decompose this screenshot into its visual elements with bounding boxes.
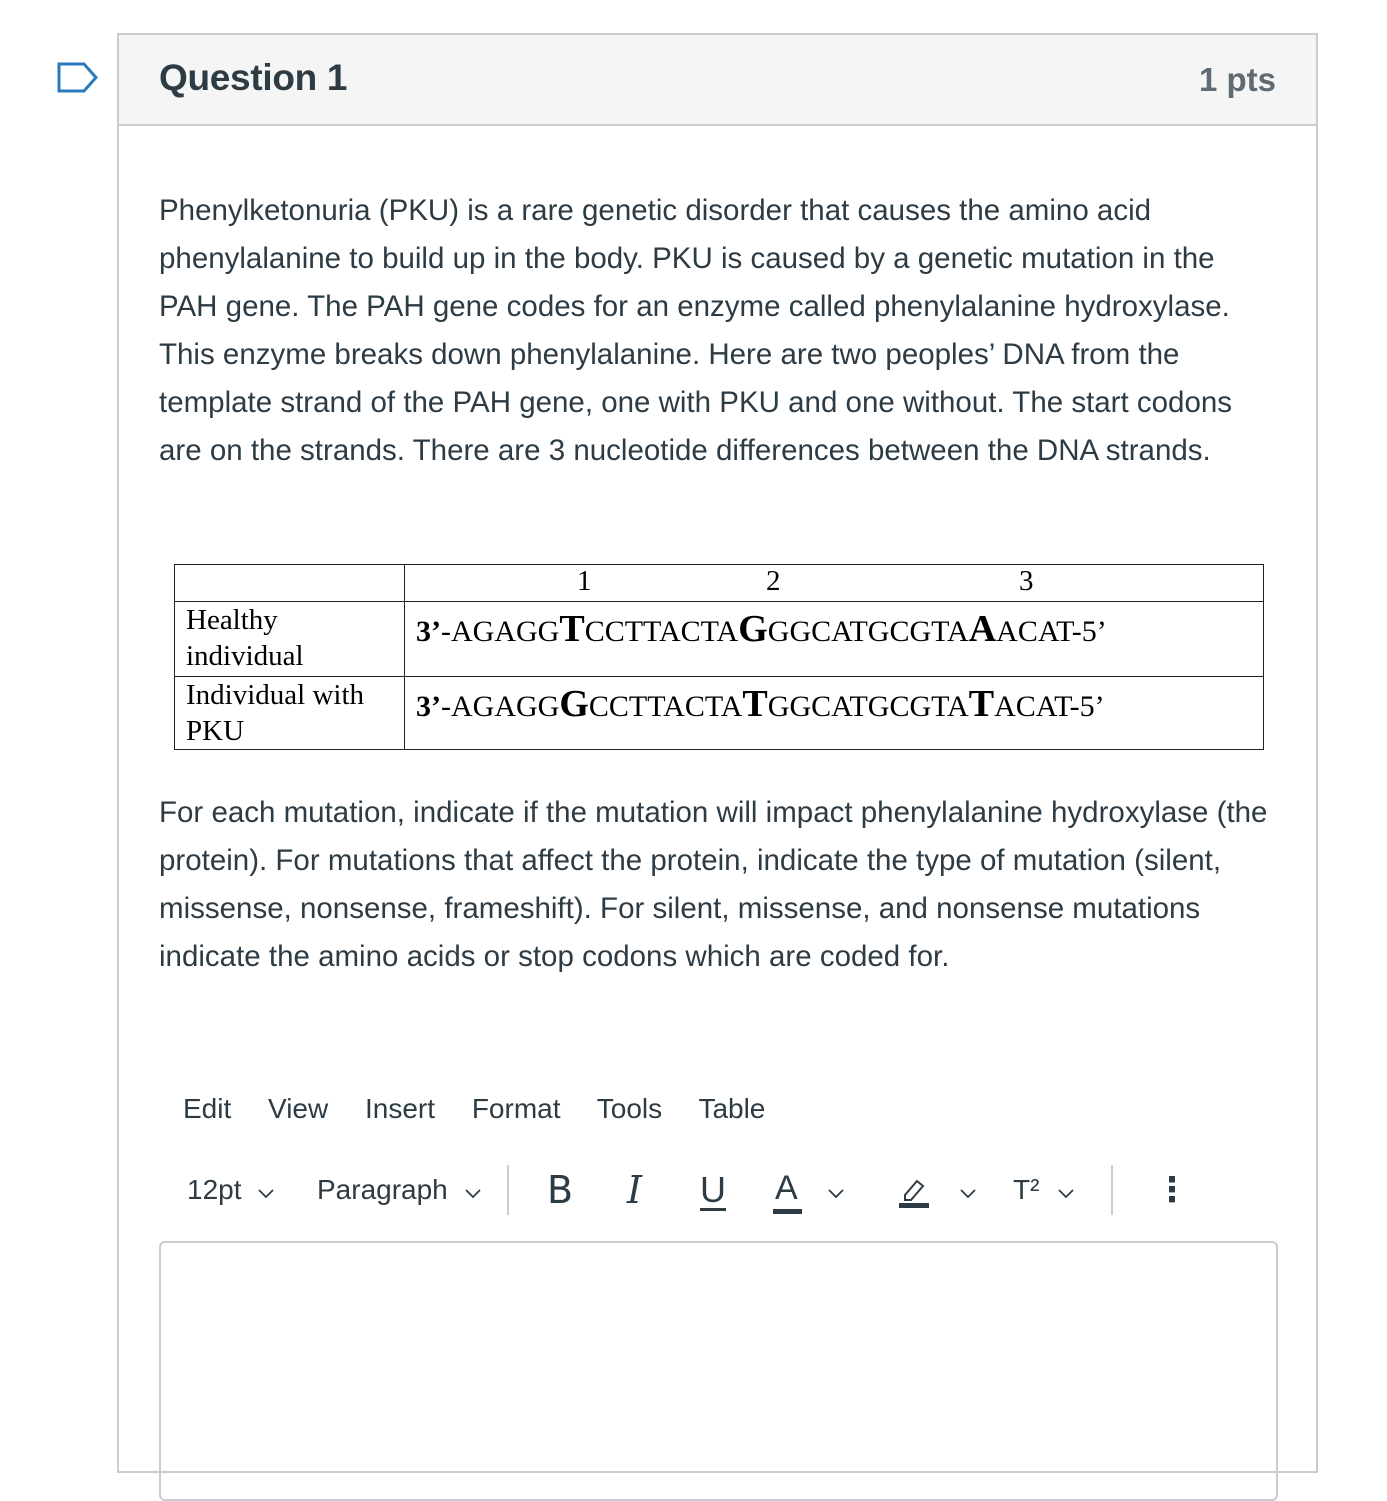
menu-view[interactable]: View — [268, 1093, 329, 1124]
text-color-button[interactable] — [775, 1163, 845, 1217]
chevron-down-icon — [1057, 1187, 1075, 1199]
superscript-glyph: T² — [1013, 1174, 1040, 1205]
mutation-site-2: G — [738, 608, 768, 650]
editor-menubar — [183, 1093, 794, 1125]
highlight-color-button[interactable] — [899, 1163, 977, 1217]
sequence-segment: CCTTACTA — [588, 690, 743, 723]
block-format-value: Paragraph — [317, 1174, 448, 1205]
answer-editor-area[interactable] — [159, 1241, 1278, 1501]
sequence-segment: ACAT-5’ — [994, 690, 1105, 723]
font-size-dropdown[interactable] — [187, 1163, 275, 1217]
question-prompt-intro: Phenylketonuria (PKU) is a rare genetic disorder that causes the amino acid phenylalanine to build up in the body. PKU is caused by a genetic mutation in the PAH gene. The PAH gene codes for an enzyme called phenylalanine hydroxylase. This enzyme breaks down phenylalanine. Here are two peoples’ DNA from the template strand of the PAH gene, one with PKU and one without. The start codons are on the strands. There are 3 nucleotide differences between the DNA strands. — [159, 194, 1233, 467]
position-label: 3 — [1019, 565, 1034, 597]
flag-question-icon[interactable] — [56, 61, 100, 94]
block-format-dropdown[interactable] — [317, 1163, 482, 1217]
question-points: 1 pts — [1198, 61, 1276, 98]
toolbar-divider — [507, 1165, 509, 1215]
mutation-site-3: T — [968, 683, 995, 725]
healthy-dna-sequence — [405, 602, 1264, 677]
sequence-segment: CCTTACTA — [584, 615, 739, 648]
question-title: Question 1 — [159, 57, 348, 98]
table-row — [175, 602, 1264, 677]
mutation-site-1: T — [559, 608, 585, 650]
sequence-segment: -AGAGG — [441, 690, 560, 723]
toolbar-divider — [1111, 1165, 1113, 1215]
chevron-down-icon — [464, 1187, 482, 1199]
position-numbers-cell — [405, 565, 1264, 602]
table-row — [175, 677, 1264, 750]
menu-edit[interactable]: Edit — [183, 1093, 232, 1124]
position-label: 2 — [766, 565, 781, 597]
position-label: 1 — [577, 565, 592, 597]
mutation-site-3: A — [968, 608, 997, 650]
sequence-segment: 3’ — [416, 690, 441, 723]
mutation-site-2: T — [742, 683, 768, 725]
question-card — [117, 33, 1318, 1473]
more-options-button[interactable]: ⋮ — [1155, 1171, 1189, 1209]
mutation-site-1: G — [559, 683, 589, 725]
sequence-segment: GGCATGCGTA — [767, 690, 969, 723]
pku-dna-sequence — [405, 677, 1264, 750]
text-color-icon — [775, 1166, 798, 1210]
menu-tools[interactable]: Tools — [596, 1093, 663, 1124]
italic-button[interactable]: I — [627, 1168, 643, 1212]
table-corner-cell — [175, 565, 405, 602]
menu-format[interactable]: Format — [471, 1093, 561, 1124]
menu-insert[interactable]: Insert — [365, 1093, 436, 1124]
sequence-segment: 3’ — [416, 615, 441, 648]
chevron-down-icon — [827, 1187, 845, 1199]
sequence-segment: -AGAGG — [441, 615, 560, 648]
chevron-down-icon — [257, 1187, 275, 1199]
sequence-segment: ACAT-5’ — [996, 615, 1107, 648]
sequence-segment: GGCATGCGTA — [767, 615, 969, 648]
text-color-glyph: A — [775, 1169, 798, 1207]
menu-table[interactable]: Table — [698, 1093, 766, 1124]
font-size-value: 12pt — [187, 1174, 242, 1205]
editor-toolbar — [187, 1163, 1187, 1217]
question-header — [119, 35, 1316, 126]
table-row — [175, 565, 1264, 602]
row-label-pku: Individual with PKU — [175, 677, 405, 750]
underline-button[interactable]: U — [700, 1169, 726, 1210]
highlighter-icon — [899, 1175, 929, 1209]
text-color-swatch — [773, 1209, 802, 1214]
question-prompt-instructions: For each mutation, indicate if the mutation will impact phenylalanine hydroxylase (the protein). For mutations that affect the protein, indicate the type of mutation (silent, missense, nonsense, frameshift). For silent, missense, and nonsense mutations indicate the amino acids or stop codons which are coded for. — [159, 796, 1268, 973]
bold-button[interactable]: B — [547, 1168, 574, 1212]
dna-sequence-table — [174, 564, 1264, 750]
row-label-healthy: Healthy individual — [175, 602, 405, 677]
superscript-button[interactable] — [1013, 1163, 1075, 1217]
chevron-down-icon — [959, 1187, 977, 1199]
